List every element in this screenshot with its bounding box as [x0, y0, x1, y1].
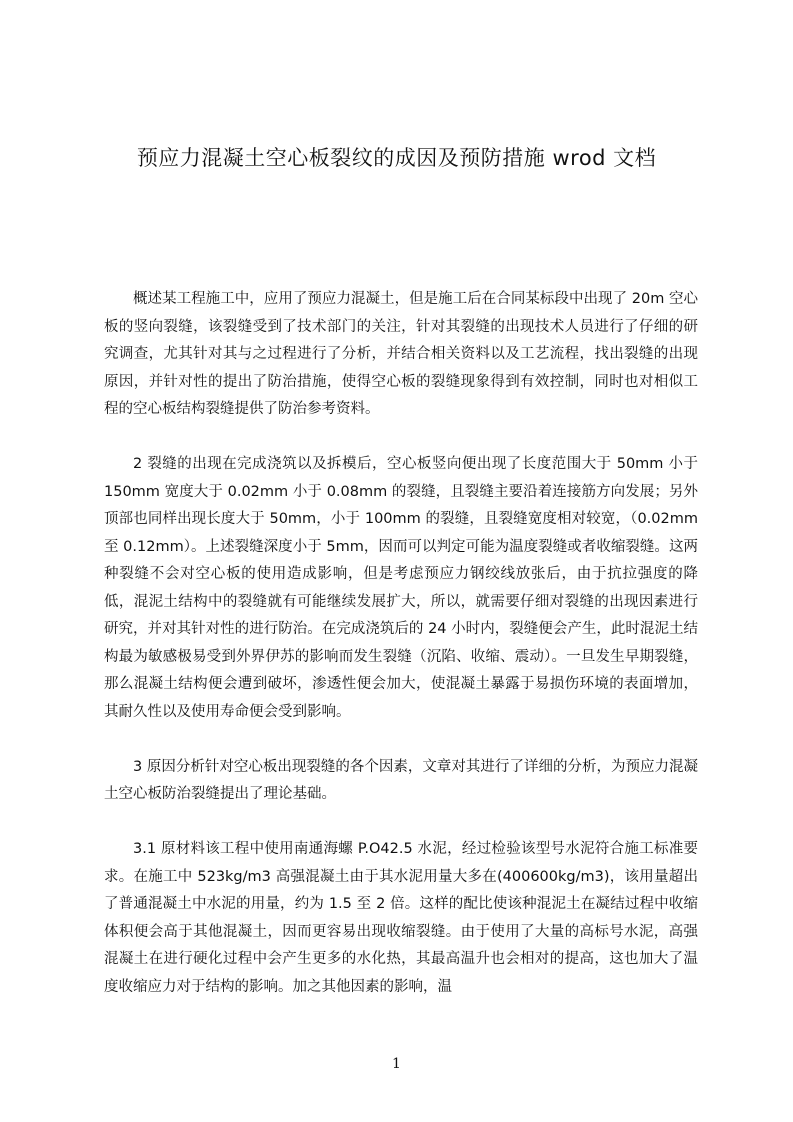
document-body: [104, 286, 698, 1029]
document-title: 预应力混凝土空心板裂纹的成因及预防措施 wrod 文档: [136, 146, 657, 170]
page-number: 1: [392, 1056, 401, 1072]
paragraph-cause-analysis: 3 原因分析针对空心板出现裂缝的各个因素，文章对其进行了详细的分析，为预应力混凝土空心板防治裂缝提出了理论基础。: [104, 758, 698, 802]
paragraph-crack-appearance: 2 裂缝的出现在完成浇筑以及拆模后，空心板竖向便出现了长度范围大于 50mm 小于 150mm 宽度大于 0.02mm 小于 0.08mm 的裂缝，且裂缝主要沿着连接筋方向发展；另外顶部也同样出现长度大于 50mm，小于 100mm 的裂缝，且裂缝宽度相对较宽，（0.02mm 至 0.12mm）。上述裂缝深度小于 5mm，因而可以判定可能为温度裂缝或者收缩裂缝。这两种裂缝不会对空心板的使用造成影响，但是考虑预应力钢绞线放张后，由于抗拉强度的降低，混泥土结构中的裂缝就有可能继续发展扩大，所以，就需要仔细对裂缝的出现因素进行研究，并对其针对性的进行防治。在完成浇筑后的 24 小时内，裂缝便会产生，此时混泥土结构最为敏感极易受到外界伊苏的影响而发生裂缝（沉陷、收缩、震动）。一旦发生早期裂缝，那么混凝土结构便会遭到破坏，渗透性便会加大，使混凝土暴露于易损伤环境的表面增加，其耐久性以及使用寿命便会受到影响。: [104, 456, 698, 720]
paragraph-raw-materials: 3.1 原材料该工程中使用南通海螺 P.O42.5 水泥，经过检验该型号水泥符合施工标准要求。在施工中 523kg/m3 高强混凝土由于其水泥用量大多在(400600kg/m3)，该用量超出了普通混凝土中水泥的用量，约为 1.5 至 2 倍。这样的配比使该种混泥土在凝结过程中收缩体积便会高于其他混凝土，因而更容易出现收缩裂缝。由于使用了大量的高标号水泥，高强混凝土在进行硬化过程中会产生更多的水化热，其最高温升也会相对的提高，这也加大了温度收缩应力对于结构的影响。加之其他因素的影响，温: [104, 841, 698, 995]
paragraph-overview: 概述某工程施工中，应用了预应力混凝土，但是施工后在合同某标段中出现了 20m 空心板的竖向裂缝，该裂缝受到了技术部门的关注，针对其裂缝的出现技术人员进行了仔细的研究调查，尤其针对其与之过程进行了分析，并结合相关资料以及工艺流程，找出裂缝的出现原因，并针对性的提出了防治措施，使得空心板的裂缝现象得到有效控制，同时也对相似工程的空心板结构裂缝提供了防治参考资料。: [104, 291, 698, 417]
